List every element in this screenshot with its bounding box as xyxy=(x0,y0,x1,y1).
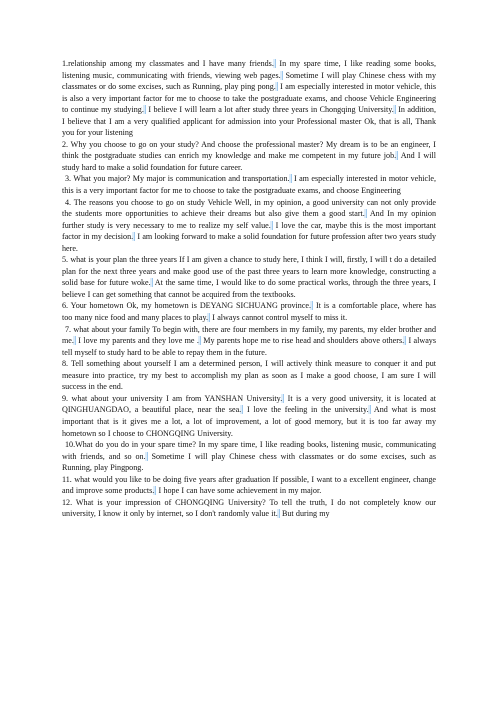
paragraph xyxy=(62,58,436,139)
sentence: 6. Your hometown Ok, my hometown is DEYANG SICHUANG province. xyxy=(62,301,312,311)
sentence: 3. What you major? My major is communication and transportation. xyxy=(65,174,290,184)
paragraph xyxy=(62,393,436,439)
paragraph xyxy=(62,358,436,393)
paragraph xyxy=(62,474,436,497)
sentence: My parents hope me to rise head and shoulders above others. xyxy=(200,336,405,346)
sentence: I am especially interested in motor vehicle, this is a very important factor for me to choose to take the postgraduate exams, and choose Engineering xyxy=(62,174,436,196)
paragraph xyxy=(62,324,436,359)
sentence: And I will study hard to make a solid foundation for future career. xyxy=(62,151,437,172)
sentence: I believe I will learn a lot after study three years in Chongqing University. xyxy=(145,105,394,115)
sentence: 11. what would you like to be doing five years after graduation If possible, I want to a excellent engineer, change and improve some products. xyxy=(62,474,436,496)
sentence: 5. what is your plan the three years If I am given a chance to study here, I think I will, firstly, I will t do a detailed plan for the next three years and make good use of the past three years to learn more knowledge, constructing a solid base for future woke. xyxy=(62,255,436,288)
sentence: I always tell myself to study hard to be able to repay them in the future. xyxy=(62,336,436,357)
sentence: Sometime I will play Chinese chess with classmates or do some excises, such as Running, play Pingpong. xyxy=(62,451,436,473)
paragraph xyxy=(62,439,436,474)
sentence: Sometime I will play Chinese chess with my classmates or do some excises, such as Running, play ping pong. xyxy=(62,70,437,92)
sentence: I love my parents and they love me . xyxy=(75,336,199,346)
sentence: 2. Why you choose to go on your study? And choose the professional master? My dream is to be an engineer, I think the postgraduate studies can enrich my knowledge and make me competent in my future job. xyxy=(62,139,436,161)
sentence: But during my xyxy=(279,509,330,519)
paragraph xyxy=(62,197,436,255)
sentence: 7. what about your family To begin with, there are four members in my family, my parents, my elder brother and me. xyxy=(62,324,436,346)
sentence: 9. what about your university I am from YANSHAN University. xyxy=(62,393,283,403)
sentence: 1.relationship among my classmates and I have many friends. xyxy=(62,59,274,68)
sentence: 4. The reasons you choose to go on study Vehicle Well, in my opinion, a good university can not only provide the students more opportunities to achieve their dreams but also give them a good start. xyxy=(62,197,436,219)
sentence: I love the feeling in the university. xyxy=(243,405,369,415)
sentence: I always cannot control myself to miss it. xyxy=(210,313,348,323)
paragraph xyxy=(62,497,436,520)
sentence: 8. Tell something about yourself I am a determined person, I will actively think measure to conquer it and put measure into practice, try my best to accomplish my plan as soon as I make a good choose, I am sure I will success in the end. xyxy=(62,359,436,392)
paragraph xyxy=(62,173,436,196)
sentence: And what is most important that is it gives me a lot, a lot of improvement, a lot of good memory, but it is too far away my hometown so I choose to CHONGQING University. xyxy=(62,405,437,438)
sentence: In addition, I believe that I am a very qualified applicant for admission into your Professional master Ok, that is all, Thank you for your listening xyxy=(62,105,436,138)
sentence: It is a comfortable place, where has too many nice food and many places to play. xyxy=(62,301,437,323)
sentence: I am especially interested in motor vehicle, this is also a very important factor for me to choose to take the postgraduate exams, and choose Vehicle Engineering to continue my studying. xyxy=(62,82,436,115)
paragraph xyxy=(62,300,436,323)
sentence: At the same time, I would like to do some practical works, through the three years, I believe I can get something that cannot be acquired from the textbooks. xyxy=(62,278,436,299)
sentence: It is a very good university, it is located at QINGHUANGDAO, a beautiful place, near the sea. xyxy=(62,393,436,415)
document-body xyxy=(62,58,436,520)
sentence: In my spare time, I like reading some books, listening music, communicating with friends, viewing web pages. xyxy=(62,59,436,80)
sentence: I hope I can have some achievement in my major. xyxy=(156,486,322,496)
sentence: And In my opinion further study is very necessary to me to realize my self value. xyxy=(62,209,437,230)
sentence: I am looking forward to make a solid foundation for future profession after two years study here. xyxy=(62,232,436,253)
sentence: I love the car, maybe this is the most important factor in my decision. xyxy=(62,220,436,242)
sentence: 10.What do you do in your spare time? In my spare time, I like reading books, listening music, communicating with friends, and so on. xyxy=(62,440,436,461)
paragraph xyxy=(62,254,436,300)
paragraph xyxy=(62,139,436,174)
sentence: 12. What is your impression of CHONGQING University? To tell the truth, I do not completely know our university, I know it only by internet, so I don't randomly value it. xyxy=(62,497,436,519)
